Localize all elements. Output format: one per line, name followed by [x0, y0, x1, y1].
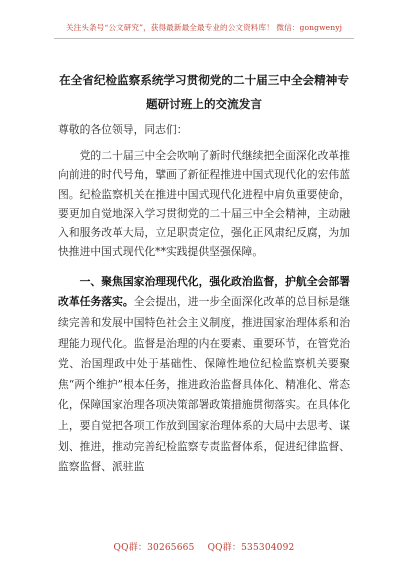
salutation: 尊敬的各位领导，同志们： [58, 123, 188, 136]
header-divider [54, 38, 354, 39]
section-1-body: 全会提出，进一步全面深化改革的总目标是继续完善和发展中国特色社会主义制度，推进国家治理体系和治理能力现代化。监督是治理的内在要素、重要环节，在管党治党、治国理政中处于基础性、保障性地位纪检监察机关要聚焦“两个维护”根本任务，推进政治监督具体化、精准化、常态化，保障国家治理各项决策部署政策措施贯彻落实。在具体化上，要自觉把各项工作放到国家治理体系的大局中去思考、谋划、推进，推动完善纪检监察专责监督体系，促进纪律监督、监察监督、派驻监 [58, 295, 351, 474]
section-1-heading: 一、聚焦国家治理现代化，强化政治监督，护航全会部署改革任务落实。 [58, 274, 350, 309]
header-banner: 关注头条号“公文研究”，获得最新最全最专业的公文资料库！ 微信：gongwenyj [65, 23, 343, 32]
footer-qq-group-1: QQ群：30265665 [113, 543, 195, 553]
paragraph-2 [58, 272, 350, 478]
footer-contacts [0, 540, 408, 553]
paragraph-1: 党的二十届三中全会吹响了新时代继续把全面深化改革推向前进的时代号角，擘画了新征程推进中国式现代化的宏伟蓝图。纪检监察机关在推进中国式现代化进程中肩负重要使命，要更加自觉地深入学习贯彻党的二十届三中全会精神，主动融入和服务改革大局，立足职责定位，强化正风肃纪反腐，为加快推进中国式现代化**实践提供坚强保障。 [58, 149, 350, 259]
footer-qq-group-2: QQ群：535304092 [207, 543, 295, 553]
document-title: 在全省纪检监察系统学习贯彻党的二十届三中全会精神专题研讨班上的交流发言 [59, 73, 349, 111]
document-body [58, 146, 350, 478]
